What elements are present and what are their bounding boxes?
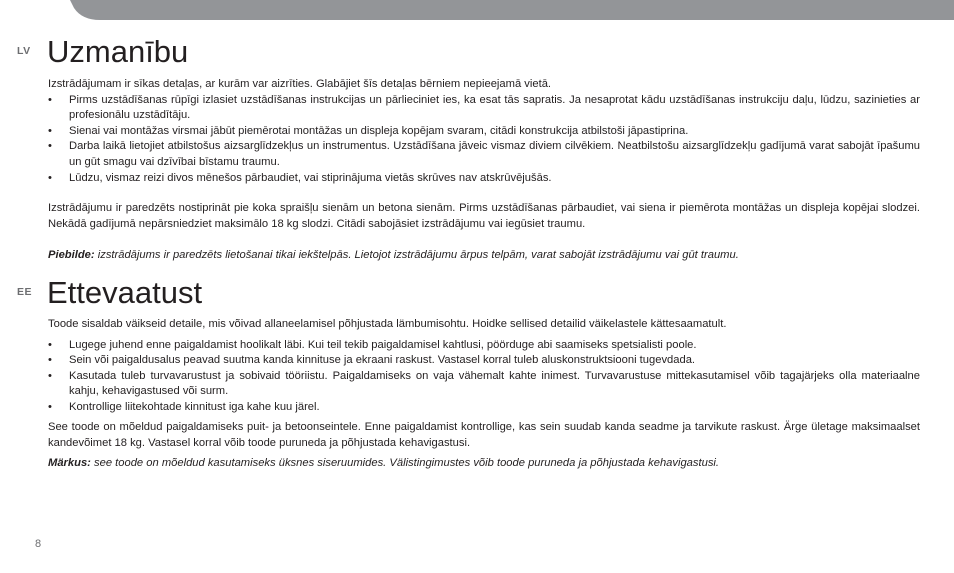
lv-note-text: izstrādājums ir paredzēts lietošanai tikai iekštelpās. Lietojot izstrādājumu ārpus telpām, varat sabojāt izstrādājumu vai gūt traumu.	[94, 249, 739, 261]
lv-mounting-paragraph	[48, 201, 920, 232]
ee-intro-text: Toode sisaldab väikseid detaile, mis võivad allaneelamisel põhjustada lämbumisohtu. Hoidke sellised detailid väikelastele kättesaamatult.	[48, 318, 727, 330]
ee-section-title: Ettevaatust	[47, 275, 203, 310]
language-code-lv: LV	[17, 45, 31, 57]
list-item: • Sienai vai montāžas virsmai jābūt piemērotai montāžas un displeja kopējam svaram, citādi konstrukcija atbilstoši jāpastiprina.	[48, 124, 920, 140]
lv-warning-list	[48, 93, 920, 187]
list-item: • Darba laikā lietojiet atbilstošus aizsarglīdzekļus un instrumentus. Uzstādīšana jāveic vismaz diviem cilvēkiem. Neatbilstošu aizsarglīdzekļu gadījumā varat sabojāt īpašumu un gūt smagu vai dzīvībai bīstamu traumu.	[48, 139, 920, 170]
ee-note-label: Märkus:	[48, 457, 91, 469]
ee-note	[48, 456, 920, 472]
lv-note-label: Piebilde:	[48, 249, 95, 261]
lv-intro-text: Izstrādājumam ir sīkas detaļas, ar kurām var aizrīties. Glabājiet šīs detaļas bērniem nepieejamā vietā.	[48, 78, 552, 90]
list-item: • Pirms uzstādīšanas rūpīgi izlasiet uzstādīšanas instrukcijas un pārlieciniet ies, ka esat tās sapratis. Ja nesaprotat kādu uzstādīšanas instrukciju daļu, lūdzu, sazinieties ar profesionālu uzstādītāju.	[48, 93, 920, 124]
lv-section-title: Uzmanību	[47, 34, 189, 69]
ee-mounting-text: See toode on mõeldud paigaldamiseks puit- ja betoonseintele. Enne paigaldamist kontrollige, kas sein suudab kanda seadme ja tarvikute raskust. Ärge ületage maksimaalset kandevõimet 18 kg. Vastasel korral võib toode puruneda ja põhjustada kehavigastusi.	[48, 421, 920, 449]
list-item: • Lūdzu, vismaz reizi divos mēnešos pārbaudiet, vai stiprinājuma vietās skrūves nav atskrūvējušās.	[48, 171, 920, 187]
lv-note	[48, 248, 920, 264]
list-item: • Sein või paigaldusalus peavad suutma kanda kinnituse ja ekraani raskust. Vastasel korral tuleb aluskonstruktsiooni tugevdada.	[48, 353, 920, 369]
ee-mounting-paragraph	[48, 420, 920, 451]
ee-note-text: see toode on mõeldud kasutamiseks üksnes siseruumides. Välistingimustes võib toode puruneda ja põhjustada kehavigastusi.	[90, 457, 720, 469]
ee-warning-list	[48, 338, 920, 416]
language-code-ee: EE	[17, 286, 33, 298]
list-item: • Kontrollige liitekohtade kinnitust iga kahe kuu järel.	[48, 400, 920, 416]
header-band	[0, 0, 954, 20]
lv-section-body	[48, 77, 920, 186]
lv-mounting-text: Izstrādājumu ir paredzēts nostiprināt pie koka spraišļu sienām un betona sienām. Pirms uzstādīšanas pārbaudiet, vai siena ir piemērota montāžas un displeja kopējai slodzei. Nekādā gadījumā nepārsniedziet maksimālo 18 kg slodzi. Citādi sabojāsiet izstrādājumu vai iegūsiet traumu.	[48, 202, 920, 230]
list-item: • Lugege juhend enne paigaldamist hoolikalt läbi. Kui teil tekib paigaldamisel kahtlusi, pöörduge abi saamiseks spetsialisti poole.	[48, 338, 920, 354]
ee-section-body	[48, 317, 920, 416]
list-item: • Kasutada tuleb turvavarustust ja sobivaid tööriistu. Paigaldamiseks on vaja vähemalt kahte inimest. Turvavarustuse mittekasutamisel võib tagajärjeks olla materiaalne kahju, kehavigastused või surm.	[48, 369, 920, 400]
page-number: 8	[35, 538, 42, 550]
